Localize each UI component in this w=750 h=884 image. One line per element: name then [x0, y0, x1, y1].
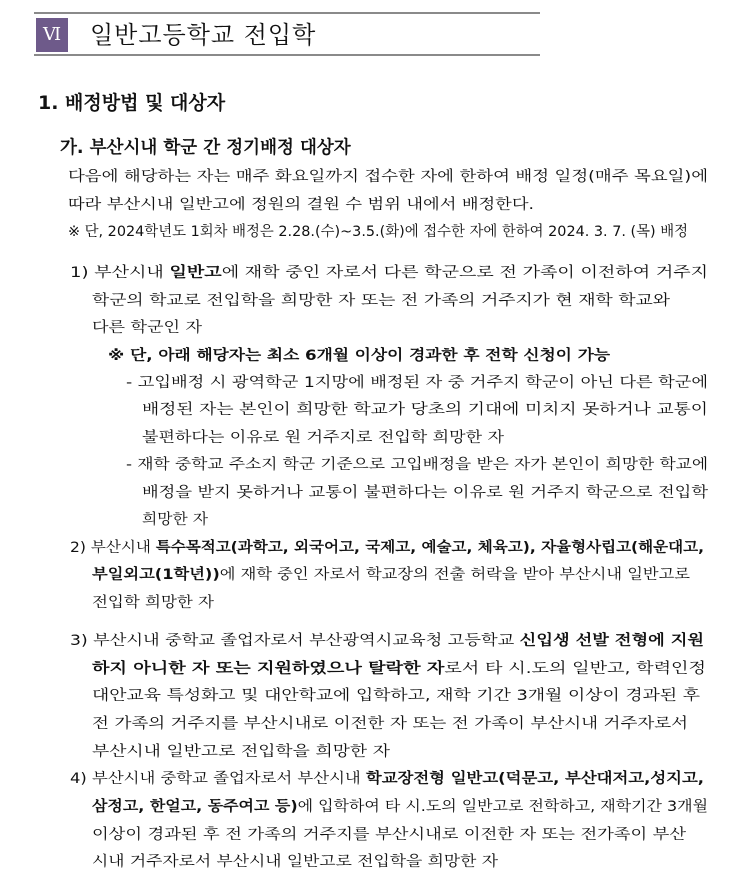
text: - 고입배정 시 광역학군 1지망에 배정된 자 중 거주지 학군이 아닌 다른 학군에	[126, 375, 708, 391]
item-1-detail	[126, 372, 708, 394]
section-title: 1. 배정방법 및 대상자	[38, 92, 226, 114]
text: 시내 거주자로서 부산시내 일반고로 전입학을 희망한 자	[92, 854, 498, 870]
text-run	[70, 537, 704, 559]
intro-line	[68, 166, 708, 188]
chapter-header	[34, 12, 540, 56]
text-bold: 특수목적고(과학고, 외국어고, 국제고, 예술고, 체육고), 자율형사립고(해운대고,	[155, 540, 704, 556]
text-bold: 신입생 선발 전형에 지원	[519, 633, 704, 649]
item-4-line	[70, 768, 704, 790]
text: 불편하다는 이유로 원 거주지로 전입학 희망한 자	[142, 430, 504, 446]
text: 전 가족의 거주지를 부산시내로 이전한 자 또는 전 가족이 부산시내 거주자로서	[92, 716, 688, 732]
header-top-rule	[34, 12, 540, 14]
item-2-line	[92, 592, 214, 614]
item-1-line	[70, 262, 708, 284]
text: 대안교육 특성화고 및 대안학교에 입학하고, 재학 기간 3개월 이상이 경과된 후	[92, 688, 700, 704]
item-1-line	[92, 317, 202, 339]
text-bold: 일반고	[169, 265, 222, 281]
item-2-line	[92, 564, 690, 586]
item-4-line	[92, 796, 708, 818]
text-bold: 학교장전형 일반고(덕문고, 부산대저고,성지고,	[365, 771, 704, 787]
text: 배정된 자는 본인이 희망한 학교가 당초의 기대에 미치지 못하거나 교통이	[142, 402, 708, 418]
item-1-detail	[142, 509, 208, 531]
text: 로서 타 시.도의 일반고, 학력인정	[444, 661, 706, 677]
item-1-detail	[142, 482, 708, 504]
text: 2) 부산시내	[70, 540, 156, 556]
text: 따라 부산시내 일반고에 정원의 결원 수 범위 내에서 배정한다.	[68, 197, 534, 213]
header-bottom-rule	[34, 54, 540, 56]
text-run	[70, 262, 708, 284]
text: 3) 부산시내 중학교 졸업자로서 부산광역시교육청 고등학교	[70, 633, 520, 649]
item-1-detail	[142, 399, 708, 421]
subsection-title: 가. 부산시내 학군 간 정기배정 대상자	[60, 138, 351, 158]
item-3-line	[92, 713, 688, 735]
text: 배정을 받지 못하거나 교통이 불편하다는 이유로 원 거주지 학군으로 전입학	[142, 485, 708, 501]
text-bold: 부일외고(1학년))	[92, 567, 220, 583]
item-1-detail	[126, 454, 708, 476]
text: 다른 학군인 자	[92, 320, 202, 336]
item-3-line	[70, 630, 704, 652]
text: 1) 부산시내	[70, 265, 170, 281]
chapter-number-badge: Ⅵ	[36, 18, 68, 52]
text-run	[70, 768, 704, 790]
item-3-line	[92, 741, 390, 763]
text-run	[92, 796, 708, 818]
text: 다음에 해당하는 자는 매주 화요일까지 접수한 자에 한하여 배정 일정(매주 목요일)에	[68, 169, 708, 185]
item-1-line	[92, 290, 670, 312]
text: 에 재학 중인 자로서 학교장의 전출 허락을 받아 부산시내 일반고로	[219, 567, 690, 583]
text: 희망한 자	[142, 512, 208, 528]
item-1-note	[108, 345, 610, 367]
item-3-line	[92, 658, 706, 680]
item-1-detail	[142, 427, 504, 449]
text: 이상이 경과된 후 전 가족의 거주지를 부산시내로 이전한 자 또는 전가족이 부산	[92, 827, 686, 843]
text: ※ 단, 아래 해당자는 최소 6개월 이상이 경과한 후 전학 신청이 가능	[108, 348, 610, 364]
item-2-line	[70, 537, 704, 559]
text: 에 재학 중인 자로서 다른 학군으로 전 가족이 이전하여 거주지	[221, 265, 708, 281]
item-3-line	[92, 685, 700, 707]
text: 에 입학하여 타 시.도의 일반고로 전학하고, 재학기간 3개월	[297, 799, 708, 815]
text: 전입학 희망한 자	[92, 595, 214, 611]
text: ※ 단, 2024학년도 1회차 배정은 2.28.(수)~3.5.(화)에 접수한 자에 한하여 2024. 3. 7. (목) 배정	[68, 224, 688, 240]
text-run	[70, 630, 704, 652]
item-4-line	[92, 851, 498, 873]
text-run	[92, 658, 706, 680]
text-bold: 삼정고, 한얼고, 동주여고 등)	[92, 799, 298, 815]
text: 4) 부산시내 중학교 졸업자로서 부산시내	[70, 771, 366, 787]
item-4-line	[92, 824, 686, 846]
intro-line	[68, 194, 534, 216]
intro-note	[68, 221, 693, 243]
text: 부산시내 일반고로 전입학을 희망한 자	[92, 744, 390, 760]
text-run	[92, 564, 690, 586]
text: - 재학 중학교 주소지 학군 기준으로 고입배정을 받은 자가 본인이 희망한 학교에	[126, 457, 708, 473]
text: 학군의 학교로 전입학을 희망한 자 또는 전 가족의 거주지가 현 재학 학교와	[92, 293, 670, 309]
chapter-title: 일반고등학교 전입학	[90, 21, 317, 49]
text-bold: 하지 아니한 자 또는 지원하였으나 탈락한 자	[92, 661, 445, 677]
